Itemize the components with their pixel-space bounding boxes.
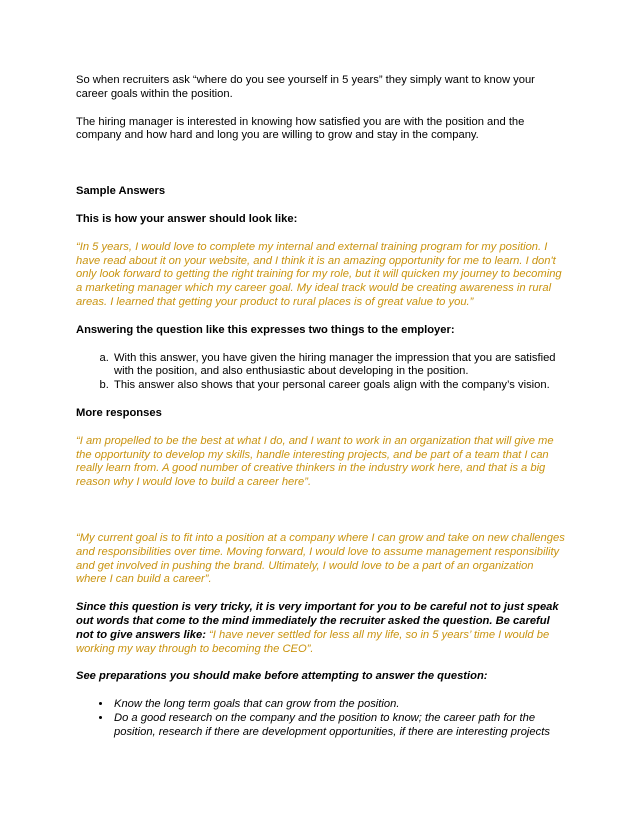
heading-two-things: Answering the question like this expresses two things to the employer: bbox=[76, 323, 455, 336]
intro-paragraph-2: The hiring manager is interested in knowing how satisfied you are with the position and the company and how hard and long you are willing to grow and stay in the company. bbox=[76, 115, 525, 142]
sample-answer-quote: “In 5 years, I would love to complete my internal and external training program for my position. I have read about it on your website, and I think it is an amazing opportunity for me to learn. I don't only look forward to getting the right training for my role, but it will quicken my journey to becoming a marketing manager which my career goal. My ideal track would be creating awareness in rural areas. I learned that getting your product to rural places is of great value to you.” bbox=[76, 240, 562, 308]
tricky-warning-text: Since this question is very tricky, it is very important for you to be careful not to just speak out words that come to the mind immediately the recruiter asked the question. Be careful not to give answers like: bbox=[76, 601, 559, 641]
list-item: • Know the long term goals that can grow from the position. bbox=[112, 698, 566, 712]
tricky-question-paragraph bbox=[76, 601, 566, 656]
document-page bbox=[76, 74, 566, 740]
heading-preparations: See preparations you should make before attempting to answer the question: bbox=[76, 670, 488, 683]
heading-answer-look: This is how your answer should look like: bbox=[76, 212, 298, 225]
intro-paragraph-1: So when recruiters ask “where do you see yourself in 5 years” they simply want to know your career goals within the position. bbox=[76, 74, 535, 100]
heading-sample-answers: Sample Answers bbox=[76, 185, 166, 198]
list-item: b. This answer also shows that your personal career goals align with the company’s vision. bbox=[112, 379, 566, 393]
two-things-list bbox=[76, 352, 566, 393]
response-quote-1: “I am propelled to be the best at what I do, and I want to work in an organization that will give me the opportunity to develop my skills, handle interesting projects, and be part of a team that I can really learn from. A good number of creative thinkers in the industry work here, and that is a big reason why I would love to build a career here”. bbox=[76, 434, 554, 489]
bad-answer-quote: “I have never settled for less all my life, so in 5 years’ time I would be working my way through to becoming the CEO”. bbox=[76, 628, 550, 655]
list-item: • Do a good research on the company and the position to know; the career path for the position, research if there are development opportunities, if there are interesting projects bbox=[112, 712, 566, 740]
preparations-list bbox=[76, 698, 566, 739]
response-quote-2: “My current goal is to fit into a position at a company where I can grow and take on new challenges and responsibilities over time. Moving forward, I would love to assume management responsibility and get involved in pushing the brand. Ultimately, I would love to be a part of an organization where I can build a career”. bbox=[76, 531, 565, 586]
list-item: a. With this answer, you have given the hiring manager the impression that you are satisfied with the position, and also enthusiastic about developing in the position. bbox=[112, 352, 566, 380]
heading-more-responses: More responses bbox=[76, 406, 162, 419]
